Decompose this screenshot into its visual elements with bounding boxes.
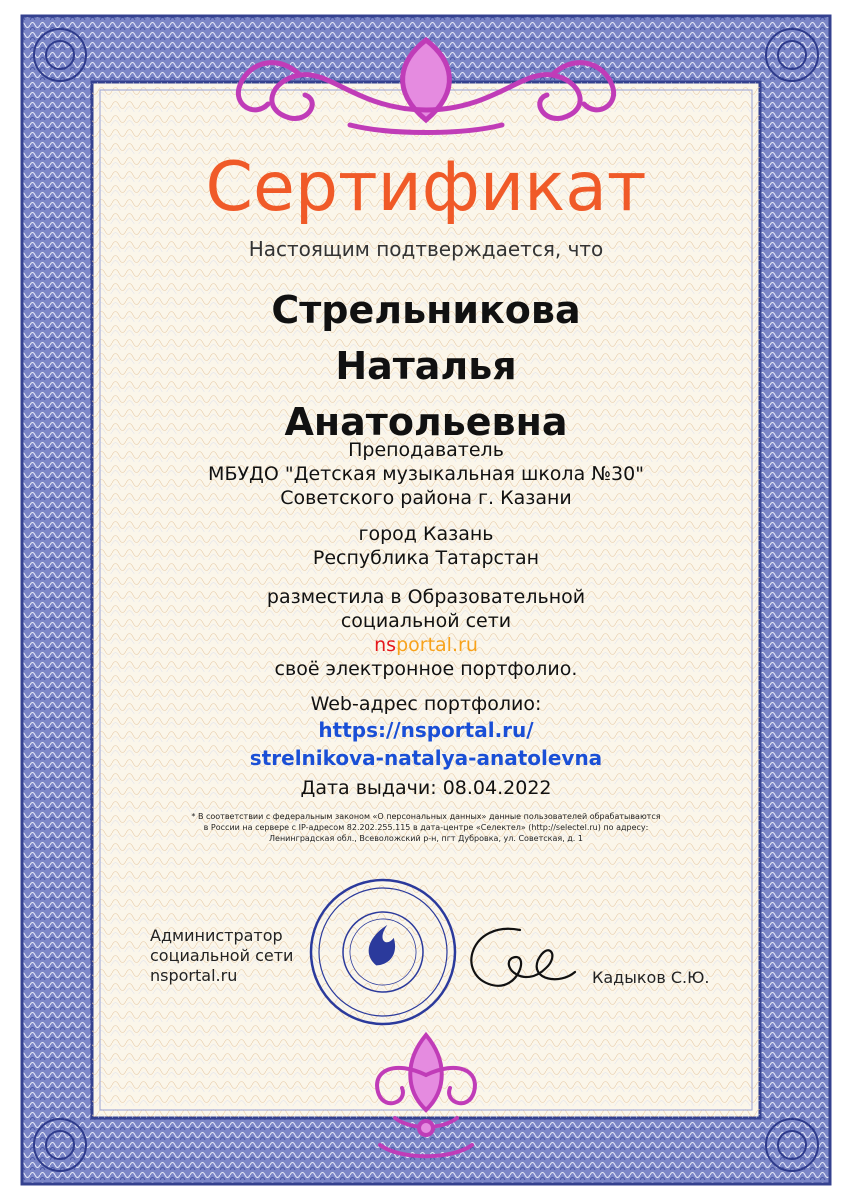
intro-text: Настоящим подтверждается, что — [248, 237, 604, 261]
portfolio-link[interactable]: https://nsportal.ru/ strelnikova-natalya-anatolevna — [249, 718, 603, 770]
web-label: Web-адрес портфолио: — [310, 693, 542, 715]
posted-block: разместила в Образовательной социальной сети nsportal.ru своё электронное портфолио. — [0, 585, 852, 681]
certificate-title: Сертификат — [205, 148, 647, 227]
site-logo-text[interactable]: nsportal.ru — [374, 634, 478, 656]
location-block: город Казань Республика Татарстан — [312, 523, 540, 569]
position-block: Преподаватель МБУДО "Детская музыкальная школа №30" Советского района г. Казани — [208, 439, 644, 509]
footnote: * В соответствии с федеральным законом «О персональных данных» данные пользователей обрабатываются в России на сервере с IP-адресом 82.202.255.115 в дата-центре «Селектел» (http://selectel.ru) по адресу: Ленинградская обл., Всеволожский р-н, пгт Дубровка, ул. Советская, д. 1 — [191, 812, 661, 843]
issue-date: Дата выдачи: 08.04.2022 — [300, 777, 552, 799]
administrator-label: Администратор социальной сети nsportal.ru — [150, 926, 294, 985]
recipient-name: Стрельникова Наталья Анатольевна — [271, 288, 581, 444]
signer-name: Кадыков С.Ю. — [592, 968, 710, 987]
